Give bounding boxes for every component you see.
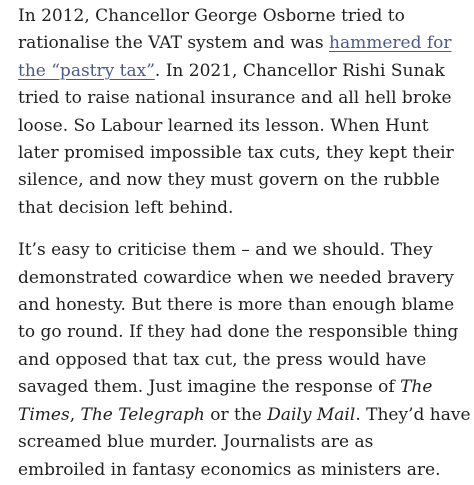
text-line: It’s easy to criticise them – and we should. They	[18, 240, 433, 261]
text-line: tried to raise national insurance and all hell broke	[18, 88, 452, 109]
text-line	[18, 30, 458, 57]
text-line: silence, and now they must govern on the rubble	[18, 170, 440, 191]
text-line: In 2012, Chancellor George Osborne tried to	[18, 6, 405, 26]
text-line	[18, 374, 458, 401]
text-line	[18, 58, 458, 85]
text-span: . In 2021, Chancellor Rishi Sunak	[154, 60, 445, 81]
text-line: later promised impossible tax cuts, they kept their	[18, 143, 454, 164]
text-line: and honesty. But there is more than enough blame	[18, 295, 455, 316]
article-body	[18, 0, 471, 484]
paragraph	[18, 0, 458, 222]
text-line: that decision left behind.	[18, 197, 234, 218]
text-line: demonstrated cowardice when we needed bravery	[18, 267, 454, 288]
text-span: or the	[204, 404, 268, 425]
text-span: rationalise the VAT system and was	[18, 33, 330, 54]
publication-the-times-continued: Times	[18, 404, 70, 425]
pastry-tax-link[interactable]: hammered for	[329, 33, 452, 54]
text-line: to go round. If they had done the responsible thing	[18, 322, 459, 343]
publication-daily-mail: Daily Mail	[267, 404, 356, 425]
text-span: . They’d have	[355, 404, 471, 425]
text-line	[18, 402, 471, 429]
text-span: ,	[69, 404, 81, 425]
text-line: screamed blue murder. Journalists are as	[18, 432, 374, 453]
paragraph	[18, 237, 471, 484]
pastry-tax-link-continued[interactable]: the “pastry tax”	[18, 60, 155, 81]
text-span: savaged them. Just imagine the response of	[18, 377, 401, 398]
text-line: embroiled in fantasy economics as ministers are.	[18, 459, 441, 480]
publication-the-telegraph: The Telegraph	[80, 404, 205, 425]
text-line: loose. So Labour learned its lesson. When Hunt	[18, 115, 429, 136]
publication-the-times: The	[400, 377, 433, 398]
text-line: and opposed that tax cut, the press would have	[18, 349, 427, 370]
